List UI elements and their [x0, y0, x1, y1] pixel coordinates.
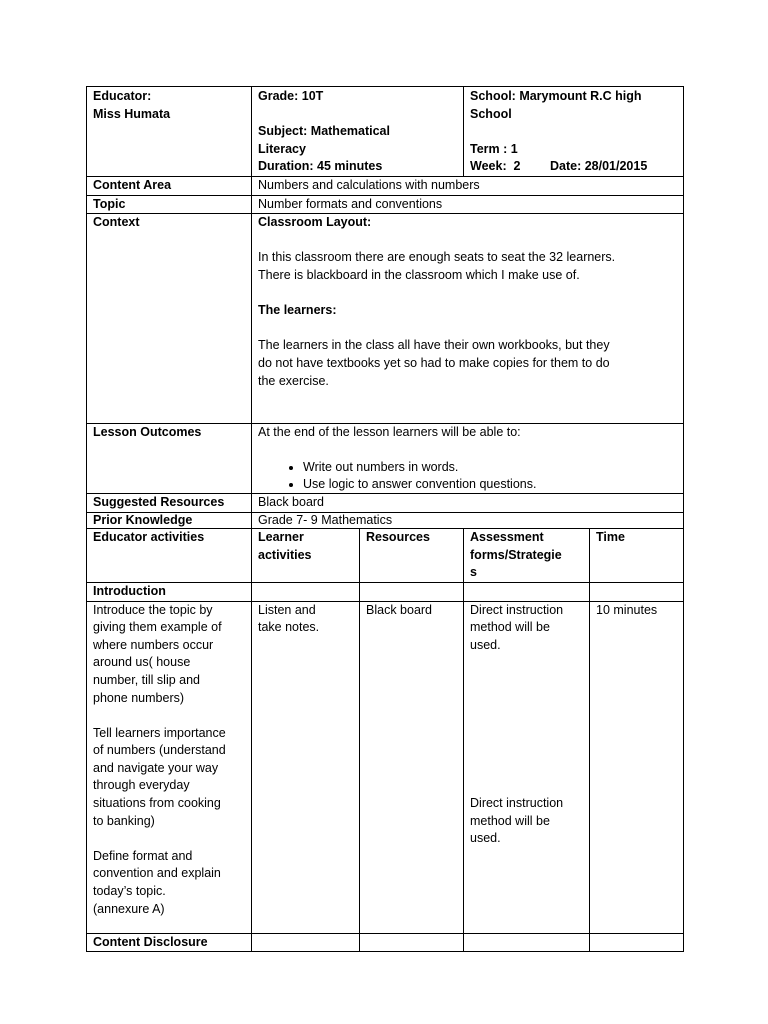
- outcome-item: • Use logic to answer convention questions.: [303, 476, 677, 493]
- subject-line-1: Subject: Mathematical: [258, 124, 390, 139]
- assessment-header: [464, 528, 590, 582]
- header-row: [87, 87, 684, 177]
- school-line-2: School: [470, 106, 512, 121]
- topic-value: Number formats and conventions: [252, 195, 684, 214]
- intro-p3-line: (annexure A): [93, 901, 165, 916]
- outcomes-label: Lesson Outcomes: [87, 424, 252, 494]
- educator-name: Miss Humata: [93, 106, 171, 121]
- intro-p1-line: where numbers occur: [93, 637, 214, 652]
- intro-p2-line: through everyday: [93, 778, 190, 793]
- prior-knowledge-label: Prior Knowledge: [87, 512, 252, 528]
- intro-p2-line: Tell learners importance: [93, 725, 226, 740]
- intro-p1-line: Introduce the topic by: [93, 602, 213, 617]
- introduction-label-row: [87, 582, 684, 601]
- learners-text-2: do not have textbooks yet so had to make copies for them to do: [258, 355, 610, 370]
- prior-knowledge-row: [87, 512, 684, 528]
- intro-resource-text: Black board: [366, 602, 433, 617]
- term-text: Term : 1: [470, 141, 518, 156]
- introduction-time-cell: [590, 601, 684, 933]
- empty-cell: [590, 933, 684, 952]
- outcomes-value: [252, 424, 684, 494]
- school-line-1: School: Marymount R.C high: [470, 89, 642, 103]
- introduction-content-row: [87, 601, 684, 933]
- duration-text: Duration: 45 minutes: [258, 159, 383, 174]
- introduction-assessment-cell: [464, 601, 590, 933]
- intro-p1-line: around us( house: [93, 655, 191, 670]
- content-area-row: [87, 176, 684, 195]
- classroom-layout-heading: Classroom Layout:: [258, 215, 372, 230]
- educator-cell: [87, 87, 252, 177]
- assessment-header-line-3: s: [470, 565, 477, 580]
- learner-header-line-1: Learner: [258, 529, 304, 544]
- week-date-line: [470, 158, 677, 176]
- resources-row: [87, 494, 684, 513]
- empty-cell: [464, 582, 590, 601]
- intro-p3-line: today’s topic.: [93, 884, 166, 899]
- grade-subject-cell: [252, 87, 464, 177]
- assessment-line: Direct instruction: [470, 796, 564, 811]
- intro-p2-line: of numbers (understand: [93, 743, 226, 758]
- outcomes-row: [87, 424, 684, 494]
- intro-p2-line: and navigate your way: [93, 760, 219, 775]
- outcomes-list: [258, 459, 677, 493]
- assessment-header-line-2: forms/Strategie: [470, 547, 562, 562]
- learners-text-1: The learners in the class all have their own workbooks, but they: [258, 338, 610, 353]
- resources-label: Suggested Resources: [87, 494, 252, 513]
- content-area-label: Content Area: [87, 176, 252, 195]
- resources-value: Black board: [252, 494, 684, 513]
- content-disclosure-row: [87, 933, 684, 952]
- context-label: Context: [87, 214, 252, 424]
- learner-header-line-2: activities: [258, 547, 312, 562]
- time-text: 10 minutes: [596, 602, 658, 617]
- learner-activity-line: take notes.: [258, 620, 320, 635]
- prior-knowledge-value: Grade 7- 9 Mathematics: [252, 512, 684, 528]
- assessment-line: used.: [470, 637, 501, 652]
- topic-row: [87, 195, 684, 214]
- introduction-learner-cell: [252, 601, 360, 933]
- lesson-plan-table: [86, 86, 684, 952]
- time-header: Time: [590, 528, 684, 582]
- intro-p1-line: giving them example of: [93, 620, 222, 635]
- intro-p1-line: number, till slip and: [93, 672, 201, 687]
- assessment-header-line-1: Assessment: [470, 529, 544, 544]
- spacer: [470, 654, 583, 795]
- learners-text-3: the exercise.: [258, 373, 329, 388]
- content-disclosure-label: Content Disclosure: [87, 933, 252, 952]
- topic-label: Topic: [87, 195, 252, 214]
- layout-text-1: In this classroom there are enough seats to seat the 32 learners.: [258, 250, 616, 265]
- intro-p3-line: convention and explain: [93, 866, 221, 881]
- educator-activities-header: Educator activities: [87, 528, 252, 582]
- context-row: [87, 214, 684, 424]
- layout-text-2: There is blackboard in the classroom which I make use of.: [258, 267, 580, 282]
- introduction-label: Introduction: [87, 582, 252, 601]
- week-text: Week: 2: [470, 159, 521, 174]
- learner-activities-header: [252, 528, 360, 582]
- date-text: Date: 28/01/2015: [550, 159, 648, 174]
- grade-text: Grade: 10T: [258, 89, 324, 103]
- empty-cell: [252, 582, 360, 601]
- introduction-resources-cell: [360, 601, 464, 933]
- empty-cell: [360, 582, 464, 601]
- assessment-line: used.: [470, 831, 501, 846]
- assessment-line: method will be: [470, 620, 550, 635]
- resources-header: Resources: [360, 528, 464, 582]
- school-cell: [464, 87, 684, 177]
- assessment-line: Direct instruction: [470, 602, 564, 617]
- empty-cell: [590, 582, 684, 601]
- intro-p3-line: Define format and: [93, 848, 193, 863]
- empty-cell: [360, 933, 464, 952]
- empty-cell: [252, 933, 360, 952]
- learners-heading: The learners:: [258, 303, 337, 318]
- intro-p1-line: phone numbers): [93, 690, 185, 705]
- educator-label: Educator:: [93, 89, 152, 103]
- introduction-educator-cell: [87, 601, 252, 933]
- empty-cell: [464, 933, 590, 952]
- intro-p2-line: to banking): [93, 813, 155, 828]
- outcomes-intro: At the end of the lesson learners will be able to:: [258, 425, 521, 440]
- subject-line-2: Literacy: [258, 141, 306, 156]
- assessment-line: method will be: [470, 813, 550, 828]
- outcome-item: • Write out numbers in words.: [303, 459, 677, 476]
- content-area-value: Numbers and calculations with numbers: [252, 176, 684, 195]
- context-value: [252, 214, 684, 424]
- intro-p2-line: situations from cooking: [93, 796, 221, 811]
- learner-activity-line: Listen and: [258, 602, 316, 617]
- activity-header-row: [87, 528, 684, 582]
